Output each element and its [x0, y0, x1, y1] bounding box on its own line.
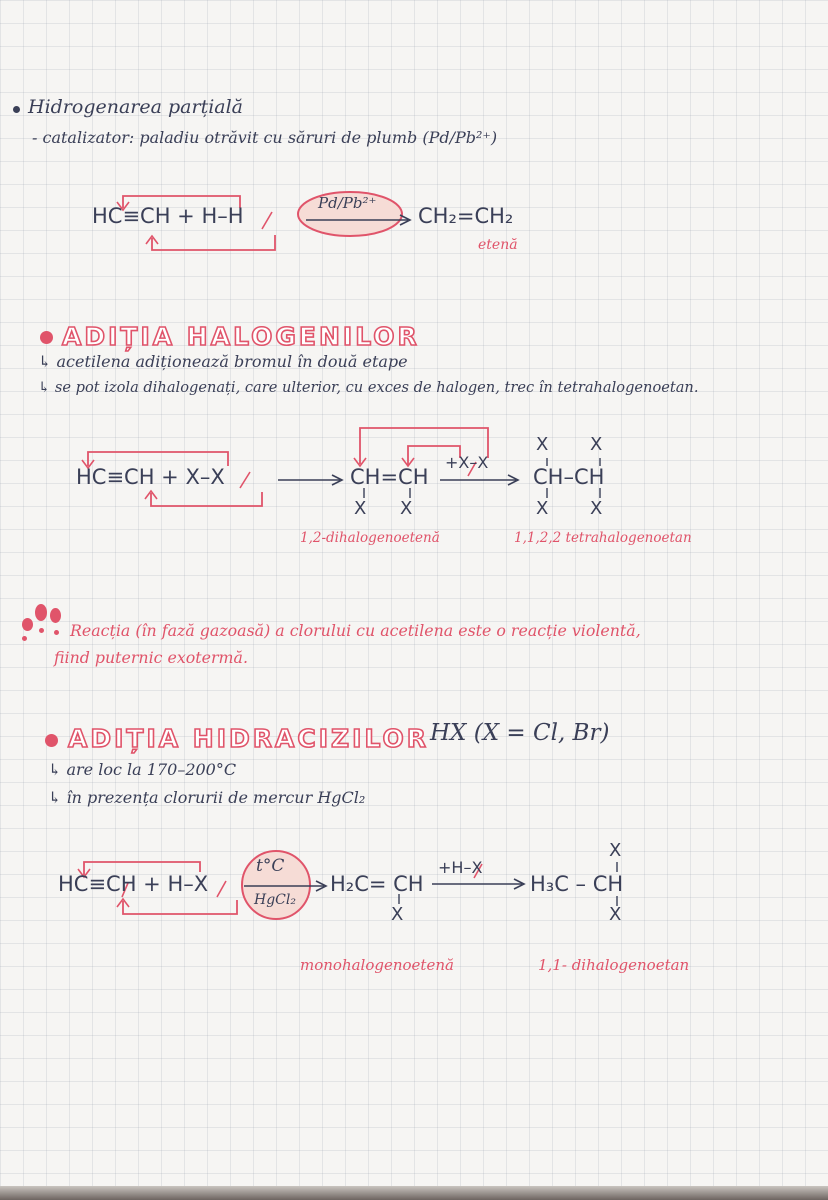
halogen-line-1: ↳ acetilena adiționează bromul în două etape	[38, 352, 408, 371]
catalyst-line: - catalizator: paladiu otrăvit cu săruri de plumb (Pd/Pb²⁺)	[32, 128, 498, 147]
hydracid-line-2: ↳ în prezența clorurii de mercur HgCl₂	[48, 788, 366, 807]
page-bottom-edge	[0, 1186, 828, 1200]
product-name: 1,1- dihalogenoetan	[538, 956, 690, 974]
section-heading-halogens: ADIȚIA HALOGENILOR	[62, 322, 420, 351]
reaction3-reactants: HC≡CH + H–X	[58, 872, 209, 896]
intermediate-name: monohalogenoetenă	[300, 956, 454, 974]
intermediate-name: 1,2-dihalogenoetenă	[300, 530, 440, 546]
reaction3-intermediate: H₂C= CH	[330, 872, 424, 896]
heading-bullet	[40, 331, 53, 344]
product-name: 1,1,2,2 tetrahalogenoetan	[514, 530, 692, 546]
substituent-x: X	[590, 498, 603, 519]
bond-bracket-bottom	[152, 235, 275, 250]
hydracid-formula: HX (X = Cl, Br)	[430, 720, 610, 746]
substituent-x: X	[354, 498, 367, 519]
heading-bullet	[45, 734, 58, 747]
reaction1-product-name: etenă	[478, 237, 518, 253]
reaction2-intermediate: CH=CH	[350, 465, 429, 489]
substituent-x: X	[590, 434, 603, 455]
reaction3-catalyst: HgCl₂	[254, 892, 296, 908]
substituent-x: X	[536, 498, 549, 519]
reaction3-reagent: +H–X	[438, 858, 483, 877]
substituent-x: X	[400, 498, 413, 519]
reaction2-product: CH–CH	[533, 465, 605, 489]
halogen-line-2: ↳ se pot izola dihalogenați, care ulterior, cu exces de halogen, trec în tetrahalogenoetan.	[38, 379, 699, 396]
warning-note: Reacția (în fază gazoasă) a clorului cu acetilena este o reacție violentă,	[70, 621, 641, 640]
substituent-x: X	[609, 840, 622, 861]
substituent-x: X	[609, 904, 622, 925]
section-heading-hydracids: ADIȚIA HIDRACIZILOR	[68, 724, 430, 753]
reaction3-product: H₃C – CH	[530, 872, 624, 896]
reaction2-reactants: HC≡CH + X–X	[76, 465, 225, 489]
reaction1-product: CH₂=CH₂	[418, 204, 514, 228]
substituent-x: X	[536, 434, 549, 455]
warning-note-cont: fiind puternic exotermă.	[54, 648, 248, 667]
hydracid-line-1: ↳ are loc la 170–200°C	[48, 760, 237, 779]
reaction1-catalyst: Pd/Pb²⁺	[318, 194, 377, 212]
reaction2-reagent: +X–X	[445, 453, 489, 472]
section-title-hydrogenation: Hidrogenarea parțială	[28, 96, 244, 118]
substituent-x: X	[391, 904, 404, 925]
bullet-dot	[13, 106, 20, 113]
reaction1-reactants: HC≡CH + H–H	[92, 204, 244, 228]
reaction3-temperature: t°C	[256, 856, 285, 876]
